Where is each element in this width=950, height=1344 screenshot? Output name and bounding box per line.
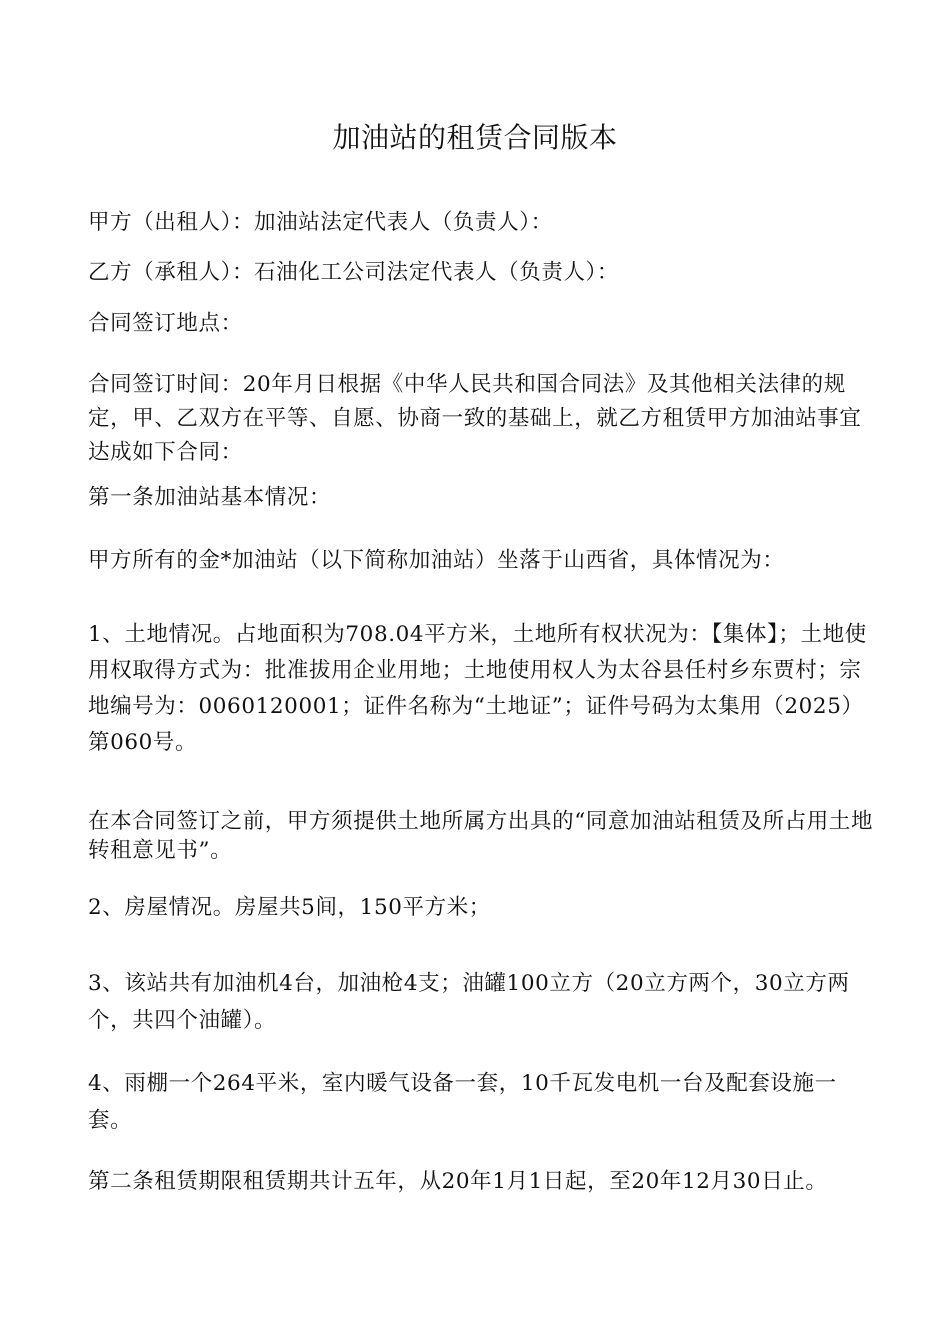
house-situation-paragraph: 2、房屋情况。房屋共5间，150平方米； (88, 895, 491, 920)
equipment-paragraph: 3、该站共有加油机4台，加油枪4支；油罐100立方（20立方两个，30立方两个，共四个油罐）。 (88, 971, 850, 1033)
signing-place-line: 合同签订地点： (88, 311, 243, 336)
party-a-line: 甲方（出租人）：加油站法定代表人（负责人）： (88, 210, 553, 235)
land-situation-paragraph: 1、土地情况。占地面积为708.04平方米，土地所有权状况为：【集体】；土地使用权取得方式为：批准拔用企业用地；土地使用权人为太谷县任村乡东贾村；宗地编号为：0060120001；证件名称为“土地证”；证件号码为太集用（2025）第060号。 (88, 622, 867, 755)
precondition-paragraph: 在本合同签订之前，甲方须提供土地所属方出具的“同意加油站租赁及所占用土地转租意见书”。 (88, 809, 874, 863)
document-title: 加油站的租赁合同版本 (332, 121, 618, 154)
article-one-heading: 第一条加油站基本情况： (88, 485, 332, 510)
party-b-line: 乙方（承租人）：石油化工公司法定代表人（负责人）： (88, 260, 620, 285)
station-location-paragraph: 甲方所有的金*加油站（以下简称加油站）坐落于山西省，具体情况为： (88, 548, 785, 573)
signing-time-paragraph: 合同签订时间：20年月日根据《中华人民共和国合同法》及其他相关法律的规定，甲、乙双方在平等、自愿、协商一致的基础上，就乙方租赁甲方加油站事宜达成如下合同： (88, 372, 862, 465)
canopy-paragraph: 4、雨棚一个264平米，室内暖气设备一套，10千瓦发电机一台及配套设施一套。 (88, 1071, 837, 1133)
article-two-paragraph: 第二条租赁期限租赁期共计五年，从20年1月1日起，至20年12月30日止。 (88, 1169, 828, 1194)
